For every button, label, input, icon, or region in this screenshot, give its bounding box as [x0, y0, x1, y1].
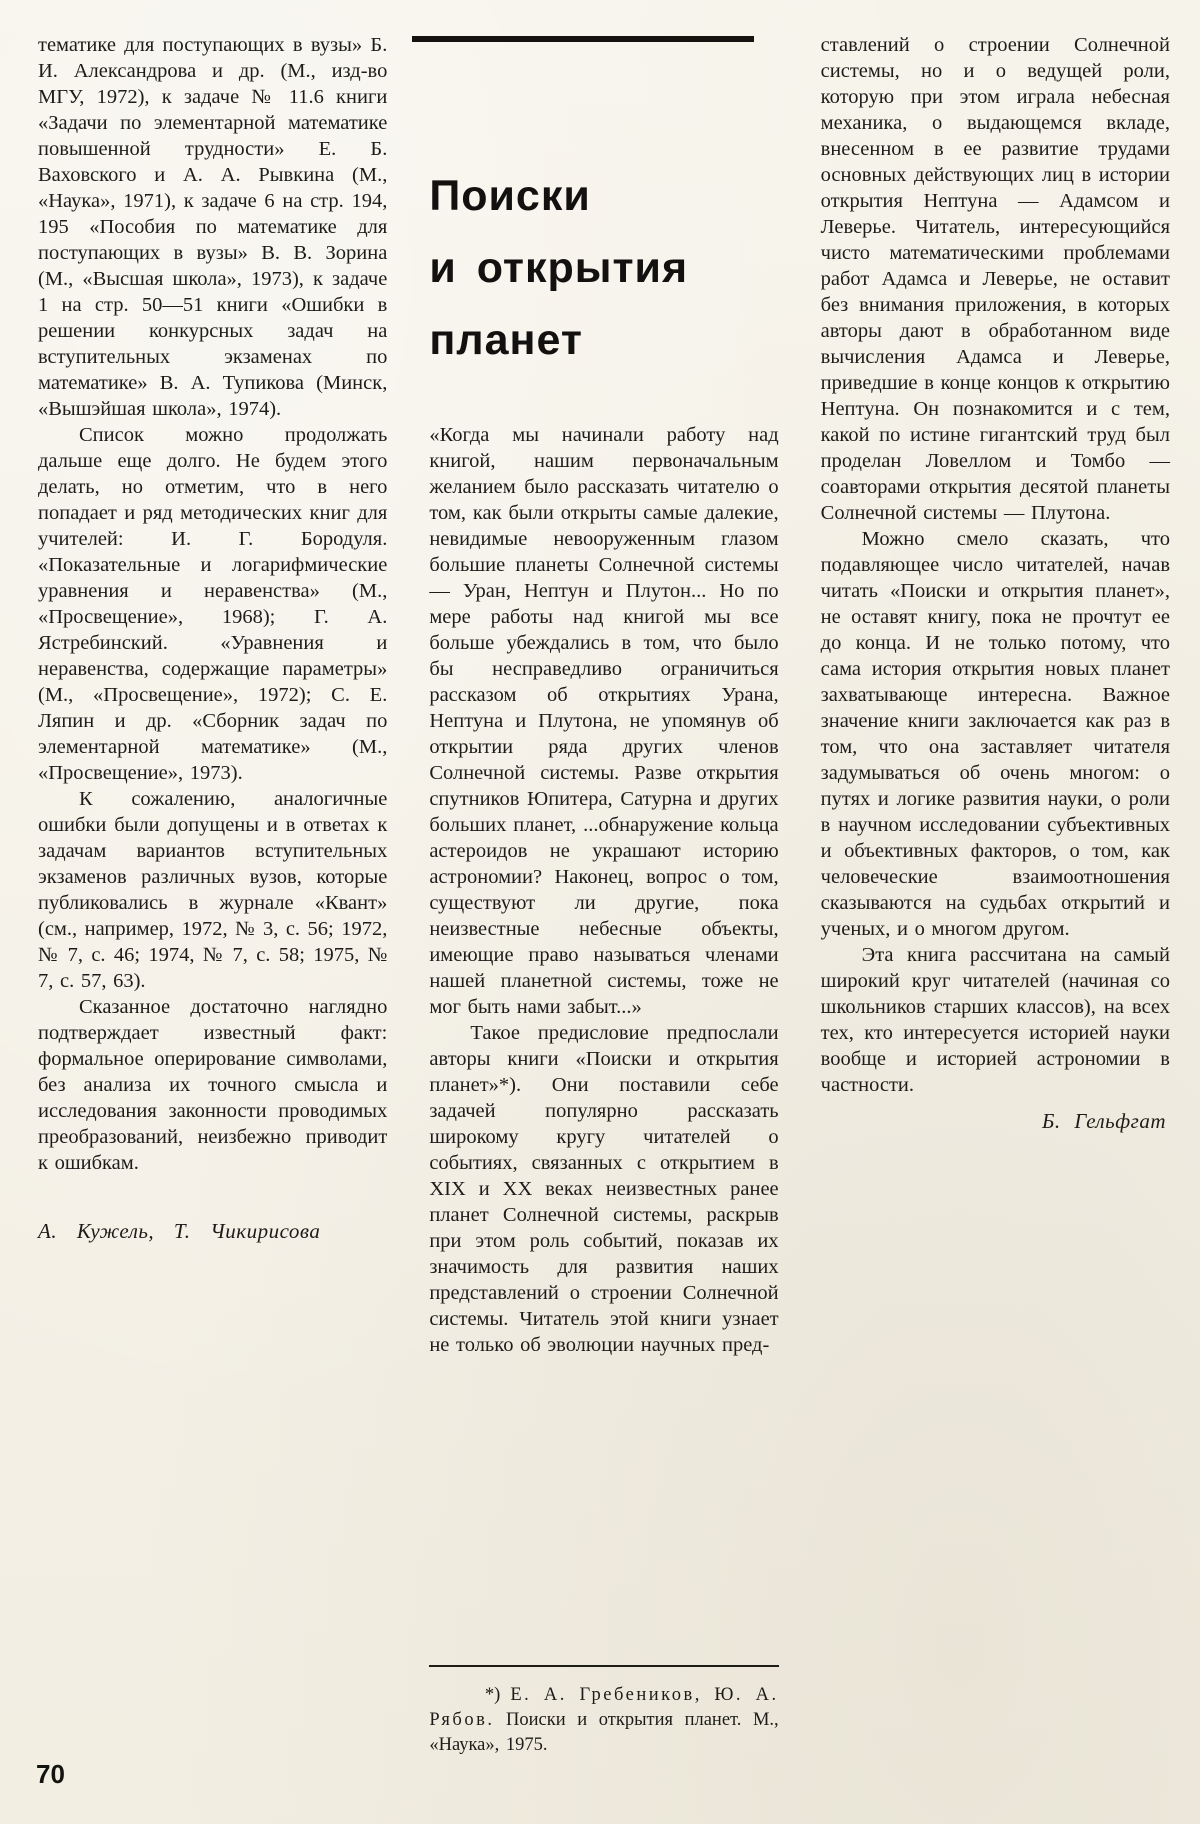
paragraph: Такое предисловие предпослали авторы книги «Поиски и открытия планет»*). Они поставили себе задачей популярно рассказать широкому кругу читателей о событиях, связанных с открытием в XIX и XX веках неизвестных ранее планет Солнечной системы, раскрыв при этом роль событий, показав их значимость для развития наших представлений о строении Солнечной системы. Читатель этой книги узнает не только об эволюции научных пред-: [429, 1022, 779, 1356]
page-number: 70: [36, 1759, 65, 1789]
paragraph: Сказанное достаточно наглядно подтверждает известный факт: формальное оперирование символами, без анализа их точного смысла и исследования законности проводимых преобразований, неизбежно приводит к ошибкам.: [38, 996, 388, 1174]
title-line: Поиски: [429, 172, 591, 220]
footnote: [429, 1665, 778, 1758]
paragraph: ставлений о строении Солнечной системы, но и о ведущей роли, которую при этом играла небесная механика, о выдающемся вкладе, внесенном в ее развитие трудами основных действующих лиц в истории открытия Нептуна — Адамсом и Леверье. Читатель, интересующийся чисто математическими проблемами работ Адамса и Леверье, не оставит без внимания приложения, в которых авторы дают в обработанном виде вычисления Адамса и Леверье, приведшие в конце концов к открытию Нептуна. Он познакомится и с тем, какой по истине гигантский труд был проделан Ловеллом и Томбо — соавторами открытия десятой планеты Солнечной системы — Плутона.: [820, 34, 1170, 524]
section-divider-rule: [412, 36, 753, 42]
article-body: [429, 422, 778, 1358]
right-column: [821, 32, 1170, 1792]
left-column: [38, 32, 387, 1792]
left-column-text: [38, 32, 387, 1176]
page-content: [38, 32, 1170, 1792]
paragraph: «Когда мы начинали работу над книгой, нашим первоначальным желанием было рассказать читателю о том, как были открыты самые далекие, невидимые невооруженным глазом большие планеты Солнечной системы — Уран, Нептун и Плутон... Но по мере работы над книгой мы все больше убеждались в том, что было бы несправедливо ограничиться рассказом об открытиях Урана, Нептуна и Плутона, не упомянув об открытии ряда других членов Солнечной системы. Разве открытия спутников Юпитера, Сатурна и других больших планет, ...обнаружение кольца астероидов не украшают историю астрономии? Наконец, вопрос о том, существуют ли другие, пока неизвестные небесные объекты, имеющие право называться членами нашей планетной системы, тоже не мог быть нами забыт...»: [429, 424, 779, 1018]
footnote-marker: *): [484, 1685, 501, 1705]
right-column-signature: Б. Гельфгат: [1042, 1109, 1166, 1133]
article-title: [429, 160, 778, 376]
title-line: и открытия: [429, 244, 689, 292]
footnote-text: [429, 1683, 778, 1758]
right-column-text: [821, 32, 1170, 1098]
paragraph: Эта книга рассчитана на самый широкий круг читателей (начиная со школьников старших классов), на всех тех, кто интересуется историей науки вообще и историей астрономии в частности.: [820, 944, 1170, 1096]
left-column-signature: А. Кужель, Т. Чикирисова: [38, 1219, 321, 1243]
title-line: планет: [429, 316, 583, 364]
footnote-authors: Е. А. Гребеников, Ю. А. Рябов.: [429, 1685, 779, 1730]
paragraph: Можно смело сказать, что подавляющее число читателей, начав читать «Поиски и открытия планет», не оставят книгу, пока не прочтут ее до конца. И не только потому, что сама история открытия новых планет захватывающе интересна. Важное значение книги заключается как раз в том, что она заставляет читателя задумываться об очень многом: о путях и логике развития науки, о роли в научном исследовании субъективных и объективных факторов, о том, как человеческие взаимоотношения сказываются на судьбах открытий и ученых, и о многом другом.: [820, 528, 1170, 940]
footnote-reference: Поиски и открытия планет. М., «Наука», 1975.: [429, 1710, 779, 1755]
paragraph: тематике для поступающих в вузы» Б. И. Александрова и др. (М., изд-во МГУ, 1972), к задаче № 11.6 книги «Задачи по элементарной математике повышенной трудности» Е. Б. Ваховского и А. А. Рывкина (М., «Наука», 1971), к задаче 6 на стр. 194, 195 «Пособия по математике для поступающих в вузы» В. В. Зорина (М., «Высшая школа», 1973), к задаче 1 на стр. 50—51 книги «Ошибки в решении конкурсных задач на вступительных экзаменах по математике» В. А. Тупикова (Минск, «Вышэйшая школа», 1974).: [38, 34, 388, 420]
paragraph: К сожалению, аналогичные ошибки были допущены и в ответах к задачам вариантов вступительных экзаменов различных вузов, которые публиковались в журнале «Квант» (см., например, 1972, № 3, с. 56; 1972, № 7, с. 46; 1974, № 7, с. 58; 1975, № 7, с. 57, 63).: [38, 788, 388, 992]
footnote-rule: [429, 1665, 778, 1667]
paragraph: Список можно продолжать дальше еще долго. Не будем этого делать, но отметим, что в него попадает и ряд методических книг для учителей: И. Г. Бородуля. «Показательные и логарифмические уравнения и неравенства» (М., «Просвещение», 1968); Г. А. Ястребинский. «Уравнения и неравенства, содержащие параметры» (М., «Просвещение», 1972); С. Е. Ляпин и др. «Сборник задач по элементарной математике» (М., «Просвещение», 1973).: [38, 424, 388, 784]
article-column: [429, 32, 778, 1792]
